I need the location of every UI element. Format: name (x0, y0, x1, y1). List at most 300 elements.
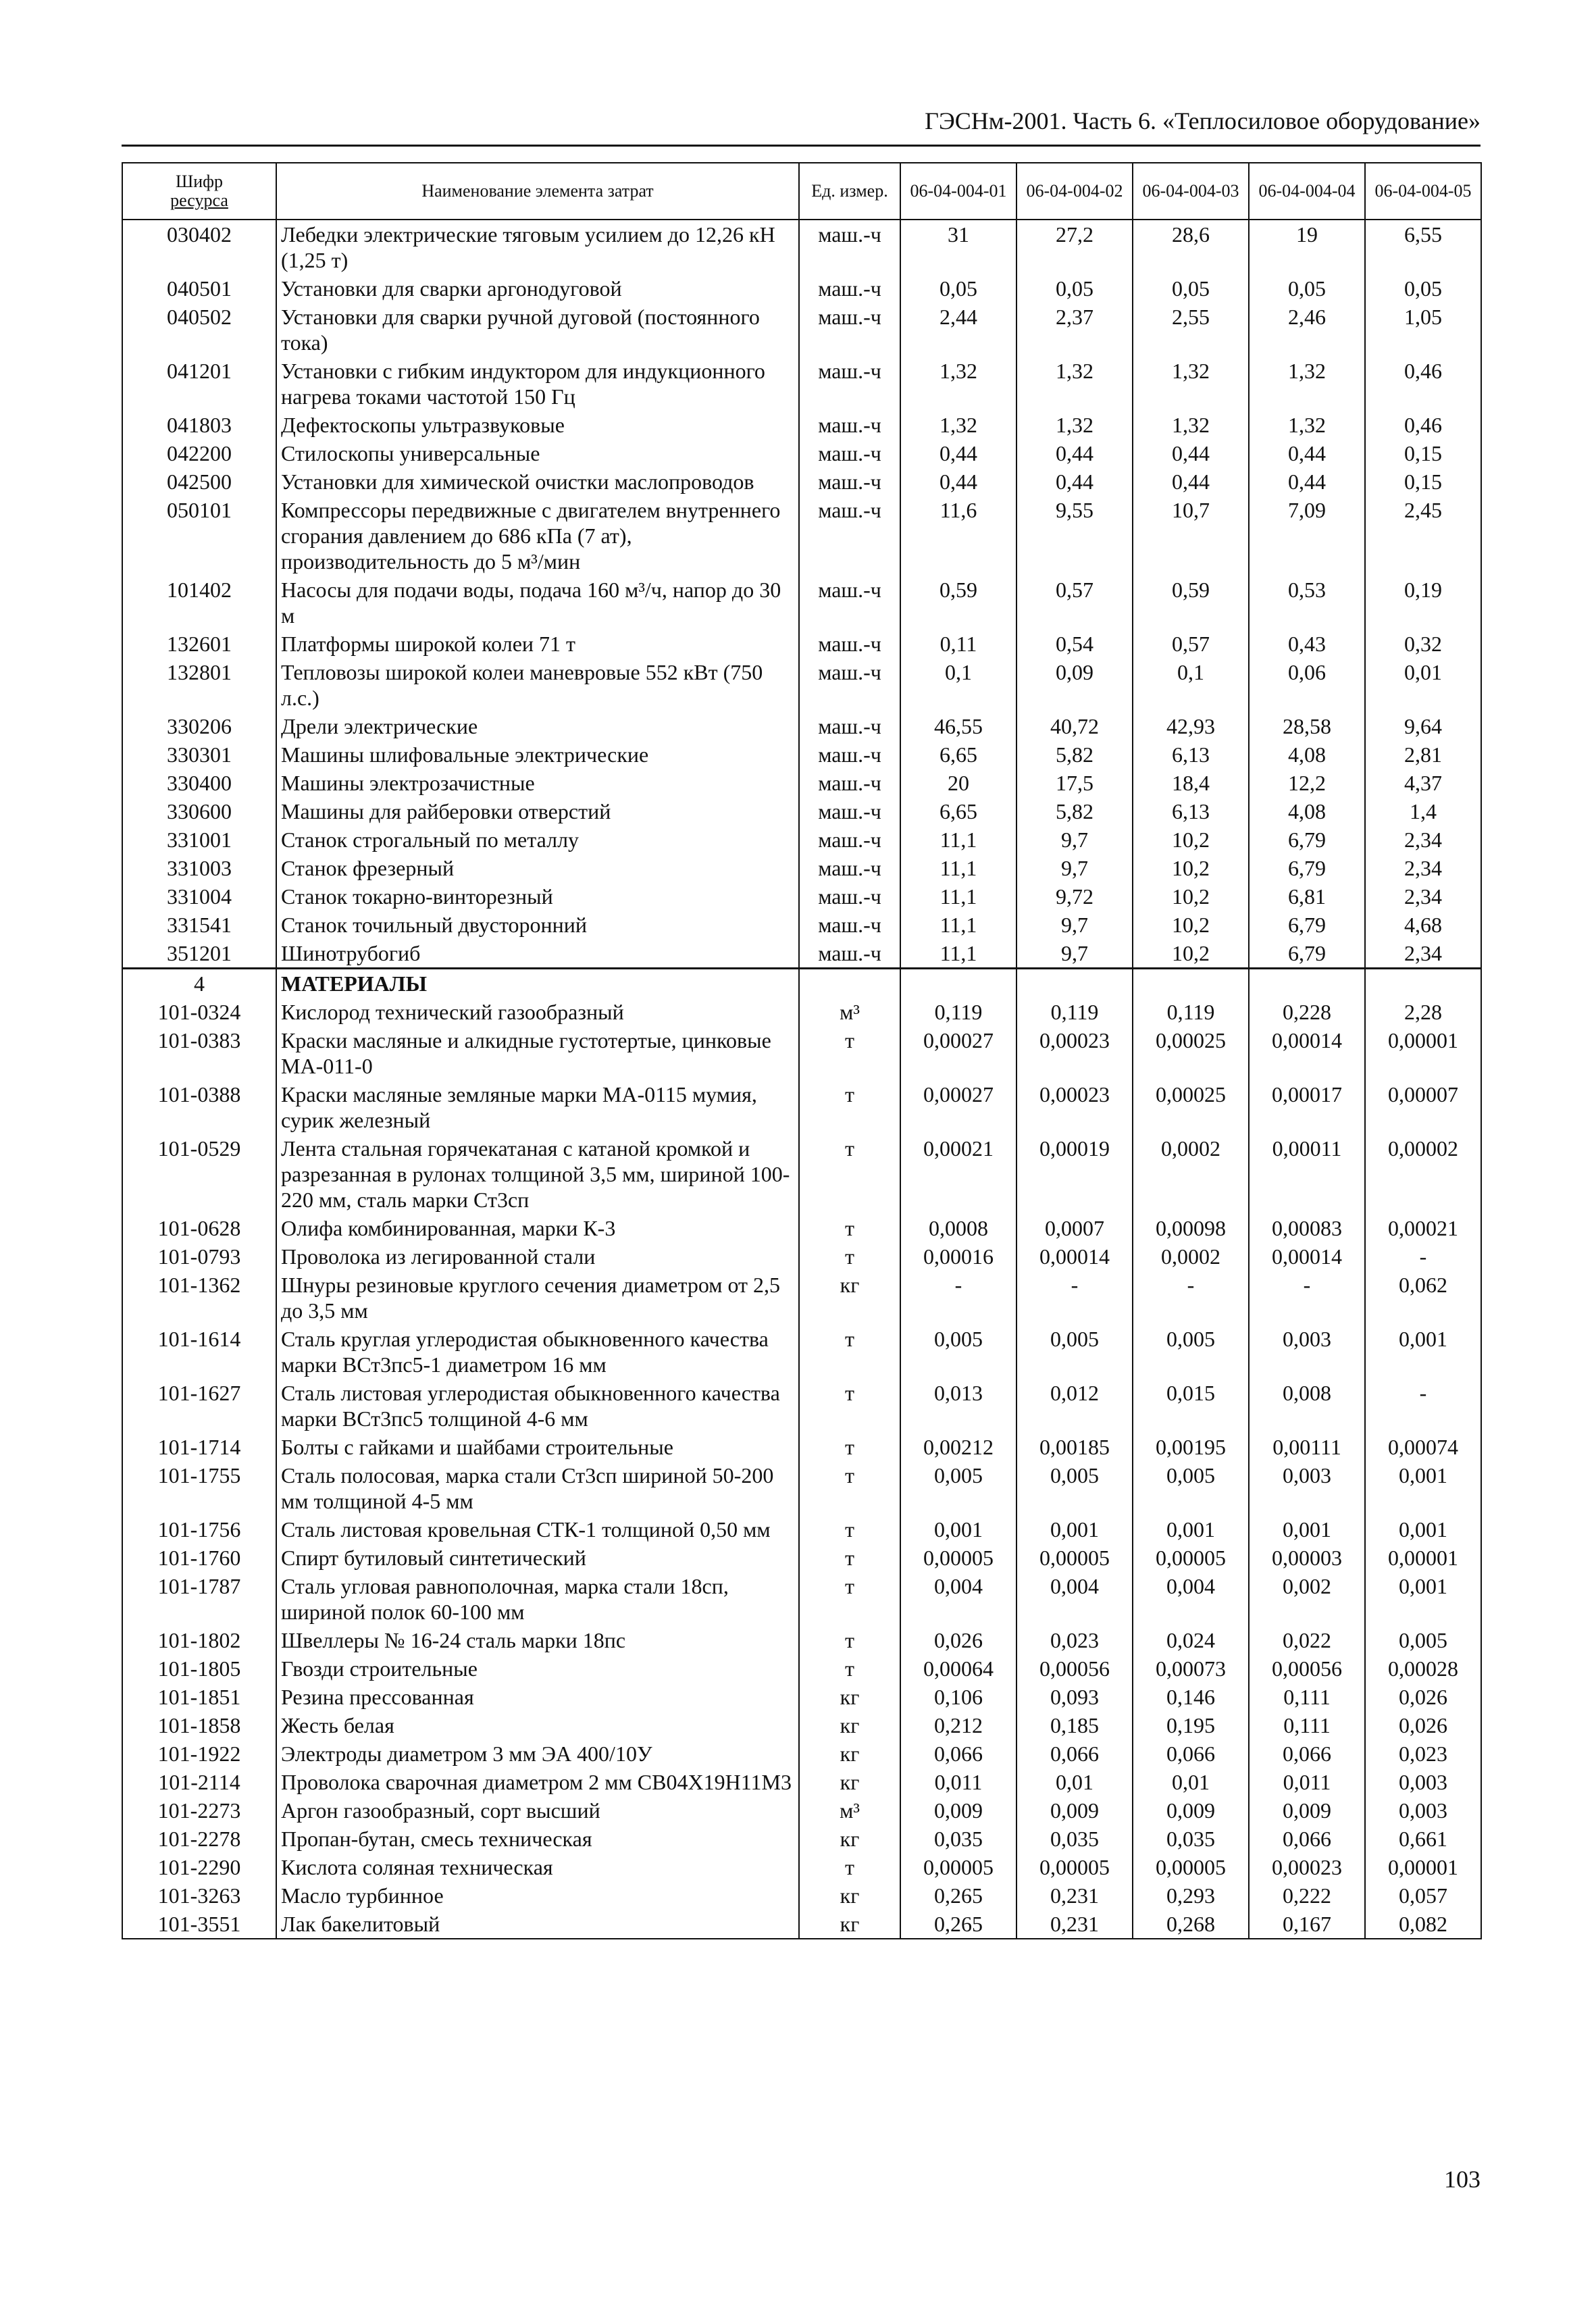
norm-value-cell: 0,44 (1133, 439, 1249, 467)
column-header-code-line2: ресурса (170, 190, 228, 210)
norm-value-cell: - (1016, 1271, 1133, 1325)
norm-value-cell: 1,32 (900, 411, 1016, 439)
norm-value-cell: 10,2 (1133, 825, 1249, 854)
resource-name-cell: Шнуры резиновые круглого сечения диаметром от 2,5 до 3,5 мм (276, 1271, 799, 1325)
norm-value-cell: 28,58 (1249, 712, 1365, 740)
resource-name-cell: Платформы широкой колеи 71 т (276, 630, 799, 658)
norm-value-cell: 0,00016 (900, 1242, 1016, 1271)
norm-value-cell: 0,00005 (1133, 1853, 1249, 1881)
unit-cell: кг (799, 1825, 900, 1853)
resource-code-cell: 101-1614 (122, 1325, 276, 1379)
norm-value-cell: 0,00005 (1016, 1544, 1133, 1572)
unit-cell: маш.-ч (799, 658, 900, 712)
norm-value-cell: 0,265 (900, 1910, 1016, 1939)
norm-value-cell: 6,79 (1249, 854, 1365, 882)
norm-value-cell: 0,212 (900, 1711, 1016, 1739)
column-header-norm-5: 06-04-004-05 (1365, 163, 1481, 220)
norm-value-cell: 0,293 (1133, 1881, 1249, 1910)
table-row (122, 411, 1481, 439)
norm-value-cell: 0,01 (1133, 1768, 1249, 1796)
resource-code-cell: 030402 (122, 220, 276, 274)
norm-value-cell: 9,7 (1016, 939, 1133, 969)
norm-value-cell: 0,05 (1133, 274, 1249, 303)
unit-cell: кг (799, 1271, 900, 1325)
norm-value-cell: 0,013 (900, 1379, 1016, 1433)
norm-value-cell: 11,1 (900, 939, 1016, 969)
norm-value-cell: 0,066 (1249, 1739, 1365, 1768)
unit-cell: маш.-ч (799, 411, 900, 439)
norm-value-cell: 0,11 (900, 630, 1016, 658)
resource-code-cell: 101-1755 (122, 1461, 276, 1515)
norm-value-cell: 0,022 (1249, 1626, 1365, 1654)
table-row (122, 1433, 1481, 1461)
norm-value-cell: 0,00014 (1016, 1242, 1133, 1271)
unit-cell: кг (799, 1910, 900, 1939)
resource-name-cell: Станок точильный двусторонний (276, 911, 799, 939)
unit-cell: маш.-ч (799, 496, 900, 576)
norm-value-cell: 40,72 (1016, 712, 1133, 740)
norm-value-cell: 0,004 (900, 1572, 1016, 1626)
norm-value-cell: 0,00021 (1365, 1214, 1481, 1242)
column-header-unit: Ед. измер. (799, 163, 900, 220)
norm-value-cell: 11,1 (900, 825, 1016, 854)
norm-value-cell: 28,6 (1133, 220, 1249, 274)
resource-name-cell: Болты с гайками и шайбами строительные (276, 1433, 799, 1461)
norm-value-cell: 11,1 (900, 882, 1016, 911)
norm-value-cell: 0,005 (1133, 1461, 1249, 1515)
resource-name-cell: МАТЕРИАЛЫ (276, 969, 799, 998)
norm-value-cell: 0,54 (1016, 630, 1133, 658)
table-row (122, 274, 1481, 303)
norm-value-cell: 0,00005 (900, 1544, 1016, 1572)
resource-code-cell: 101-0793 (122, 1242, 276, 1271)
document-title: ГЭСНм-2001. Часть 6. «Теплосиловое оборудование» (925, 107, 1481, 134)
resource-name-cell: Установки с гибким индуктором для индукционного нагрева токами частотой 150 Гц (276, 357, 799, 411)
unit-cell: маш.-ч (799, 939, 900, 969)
norm-value-cell: 0,59 (900, 576, 1016, 630)
table-row (122, 1683, 1481, 1711)
unit-cell: маш.-ч (799, 882, 900, 911)
norm-value-cell: 1,32 (1016, 411, 1133, 439)
column-header-norm-1: 06-04-004-01 (900, 163, 1016, 220)
norm-value-cell: 0,066 (1016, 1739, 1133, 1768)
norm-value-cell: 0,00021 (900, 1134, 1016, 1214)
norm-value-cell: 0,093 (1016, 1683, 1133, 1711)
resource-name-cell: Краски масляные земляные марки МА-0115 мумия, сурик железный (276, 1080, 799, 1134)
norm-value-cell: 0,185 (1016, 1711, 1133, 1739)
unit-cell: маш.-ч (799, 439, 900, 467)
table-row (122, 1325, 1481, 1379)
norm-value-cell: 0,228 (1249, 998, 1365, 1026)
norm-value-cell: 0,00014 (1249, 1242, 1365, 1271)
norm-value-cell: 0,001 (1016, 1515, 1133, 1544)
resource-code-cell: 101-3263 (122, 1881, 276, 1910)
norm-value-cell: 0,00019 (1016, 1134, 1133, 1214)
unit-cell: т (799, 1026, 900, 1080)
norm-value-cell: 0,035 (1133, 1825, 1249, 1853)
unit-cell: маш.-ч (799, 797, 900, 825)
unit-cell: маш.-ч (799, 712, 900, 740)
norm-value-cell: 0,026 (1365, 1683, 1481, 1711)
norm-value-cell: 0,005 (1133, 1325, 1249, 1379)
norm-value-cell: 0,004 (1016, 1572, 1133, 1626)
norm-value-cell: 0,195 (1133, 1711, 1249, 1739)
norm-value-cell: 10,2 (1133, 854, 1249, 882)
norm-value-cell: 0,001 (1133, 1515, 1249, 1544)
column-header-norm-4: 06-04-004-04 (1249, 163, 1365, 220)
norm-value-cell: 1,32 (1249, 411, 1365, 439)
norm-value-cell: 0,46 (1365, 411, 1481, 439)
resource-code-cell: 101-1787 (122, 1572, 276, 1626)
table-row (122, 1739, 1481, 1768)
norm-value-cell: 0,011 (1249, 1768, 1365, 1796)
resource-name-cell: Шинотрубогиб (276, 939, 799, 969)
unit-cell: маш.-ч (799, 303, 900, 357)
resource-code-cell: 4 (122, 969, 276, 998)
norm-value-cell (1365, 969, 1481, 998)
resource-code-cell: 101-1851 (122, 1683, 276, 1711)
table-row (122, 1853, 1481, 1881)
norm-value-cell: 0,009 (1249, 1796, 1365, 1825)
resource-name-cell: Тепловозы широкой колеи маневровые 552 кВт (750 л.с.) (276, 658, 799, 712)
norm-value-cell: 1,32 (900, 357, 1016, 411)
resource-name-cell: Машины электрозачистные (276, 769, 799, 797)
table-row (122, 220, 1481, 274)
unit-cell: маш.-ч (799, 769, 900, 797)
resource-code-cell: 101-1802 (122, 1626, 276, 1654)
resource-name-cell: Лента стальная горячекатаная с катаной кромкой и разрезанная в рулонах толщиной 3,5 мм, шириной 100-220 мм, сталь марки Ст3сп (276, 1134, 799, 1214)
unit-cell: т (799, 1515, 900, 1544)
norm-value-cell: 0,57 (1016, 576, 1133, 630)
norm-value-cell: 0,002 (1249, 1572, 1365, 1626)
resource-code-cell: 101-3551 (122, 1910, 276, 1939)
resource-name-cell: Проволока из легированной стали (276, 1242, 799, 1271)
norm-value-cell: 0,15 (1365, 467, 1481, 496)
resource-code-cell: 101-0628 (122, 1214, 276, 1242)
resource-name-cell: Дрели электрические (276, 712, 799, 740)
norm-value-cell: 0,44 (900, 439, 1016, 467)
resource-name-cell: Аргон газообразный, сорт высший (276, 1796, 799, 1825)
unit-cell: маш.-ч (799, 854, 900, 882)
norm-value-cell: 9,64 (1365, 712, 1481, 740)
resource-name-cell: Лебедки электрические тяговым усилием до 12,26 кН (1,25 т) (276, 220, 799, 274)
norm-value-cell: 0,43 (1249, 630, 1365, 658)
resource-name-cell: Установки для химической очистки маслопроводов (276, 467, 799, 496)
norm-value-cell: 0,00023 (1249, 1853, 1365, 1881)
resource-code-cell: 101-0324 (122, 998, 276, 1026)
norm-value-cell: 20 (900, 769, 1016, 797)
norm-value-cell: 2,46 (1249, 303, 1365, 357)
table-row (122, 357, 1481, 411)
unit-cell: маш.-ч (799, 220, 900, 274)
norm-value-cell: - (1133, 1271, 1249, 1325)
table-row (122, 467, 1481, 496)
norm-value-cell: 6,65 (900, 740, 1016, 769)
norm-value-cell: 0,00005 (1133, 1544, 1249, 1572)
resource-code-cell: 042500 (122, 467, 276, 496)
norm-value-cell: 0,00005 (1016, 1853, 1133, 1881)
norm-value-cell: 2,34 (1365, 882, 1481, 911)
norm-value-cell (1249, 969, 1365, 998)
norm-value-cell: 12,2 (1249, 769, 1365, 797)
norm-value-cell: 0,003 (1365, 1768, 1481, 1796)
norm-value-cell: 9,7 (1016, 911, 1133, 939)
norm-value-cell: 0,05 (900, 274, 1016, 303)
table-row (122, 303, 1481, 357)
resource-name-cell: Резина прессованная (276, 1683, 799, 1711)
unit-cell: маш.-ч (799, 357, 900, 411)
table-row (122, 769, 1481, 797)
resource-code-cell: 101-1922 (122, 1739, 276, 1768)
norm-value-cell: 0,003 (1249, 1461, 1365, 1515)
unit-cell: т (799, 1626, 900, 1654)
resource-code-cell: 331004 (122, 882, 276, 911)
unit-cell: кг (799, 1881, 900, 1910)
norm-value-cell: - (1365, 1242, 1481, 1271)
norm-value-cell: 0,44 (900, 467, 1016, 496)
unit-cell: т (799, 1325, 900, 1379)
norm-value-cell: 0,008 (1249, 1379, 1365, 1433)
resource-code-cell: 040501 (122, 274, 276, 303)
table-row (122, 439, 1481, 467)
resource-name-cell: Сталь листовая углеродистая обыкновенного качества марки ВСт3пс5 толщиной 4-6 мм (276, 1379, 799, 1433)
norm-value-cell: 0,0002 (1133, 1242, 1249, 1271)
resource-name-cell: Краски масляные и алкидные густотертые, цинковые МА-011-0 (276, 1026, 799, 1080)
norm-value-cell: 2,34 (1365, 939, 1481, 969)
table-row (122, 1080, 1481, 1134)
table-row (122, 825, 1481, 854)
unit-cell: кг (799, 1739, 900, 1768)
norm-value-cell: 9,55 (1016, 496, 1133, 576)
norm-value-cell: 0,066 (1133, 1739, 1249, 1768)
norm-value-cell: 0,106 (900, 1683, 1016, 1711)
resource-code-cell: 101-1858 (122, 1711, 276, 1739)
norm-value-cell: 18,4 (1133, 769, 1249, 797)
norm-value-cell: 4,08 (1249, 740, 1365, 769)
norm-value-cell: 0,231 (1016, 1881, 1133, 1910)
table-row (122, 1626, 1481, 1654)
table-row (122, 1515, 1481, 1544)
resource-code-cell: 101-2290 (122, 1853, 276, 1881)
unit-cell: маш.-ч (799, 911, 900, 939)
table-row (122, 911, 1481, 939)
resource-name-cell: Машины шлифовальные электрические (276, 740, 799, 769)
norm-value-cell: 0,146 (1133, 1683, 1249, 1711)
norm-value-cell: 0,00005 (900, 1853, 1016, 1881)
resource-name-cell: Сталь полосовая, марка стали Ст3сп шириной 50-200 мм толщиной 4-5 мм (276, 1461, 799, 1515)
table-row (122, 1134, 1481, 1214)
unit-cell: т (799, 1134, 900, 1214)
norm-value-cell: 27,2 (1016, 220, 1133, 274)
norm-value-cell: 0,005 (900, 1461, 1016, 1515)
norm-value-cell: 0,035 (900, 1825, 1016, 1853)
norm-value-cell: 0,066 (900, 1739, 1016, 1768)
norm-value-cell: 0,119 (900, 998, 1016, 1026)
resource-code-cell: 331001 (122, 825, 276, 854)
norm-value-cell: 0,062 (1365, 1271, 1481, 1325)
norm-value-cell: 0,46 (1365, 357, 1481, 411)
norm-value-cell: 0,057 (1365, 1881, 1481, 1910)
norm-value-cell: 0,44 (1133, 467, 1249, 496)
norm-value-cell: 1,4 (1365, 797, 1481, 825)
resource-name-cell: Стилоскопы универсальные (276, 439, 799, 467)
norm-value-cell: 6,81 (1249, 882, 1365, 911)
norm-value-cell: 1,32 (1133, 357, 1249, 411)
norm-value-cell: 11,1 (900, 911, 1016, 939)
resource-name-cell: Сталь листовая кровельная СТК-1 толщиной 0,50 мм (276, 1515, 799, 1544)
norm-value-cell: 6,79 (1249, 939, 1365, 969)
norm-value-cell: 0,00001 (1365, 1853, 1481, 1881)
unit-cell: т (799, 1214, 900, 1242)
norm-value-cell: 0,01 (1365, 658, 1481, 712)
table-row (122, 1214, 1481, 1242)
norm-value-cell: 0,00195 (1133, 1433, 1249, 1461)
norm-value-cell: 9,72 (1016, 882, 1133, 911)
norm-value-cell: 0,00185 (1016, 1433, 1133, 1461)
resource-code-cell: 101-2114 (122, 1768, 276, 1796)
norm-value-cell: 0,44 (1016, 439, 1133, 467)
unit-cell: т (799, 1433, 900, 1461)
norm-value-cell: 4,37 (1365, 769, 1481, 797)
column-header-code-line1: Шифр (176, 172, 223, 191)
norm-value-cell: 0,001 (1249, 1515, 1365, 1544)
norm-value-cell: 0,05 (1365, 274, 1481, 303)
table-row (122, 854, 1481, 882)
norm-value-cell: 7,09 (1249, 496, 1365, 576)
norm-value-cell: 0,00056 (1249, 1654, 1365, 1683)
norm-value-cell: 0,06 (1249, 658, 1365, 712)
norm-value-cell: 0,01 (1016, 1768, 1133, 1796)
resource-code-cell: 330600 (122, 797, 276, 825)
norm-value-cell: 6,79 (1249, 911, 1365, 939)
unit-cell: т (799, 1379, 900, 1433)
norm-value-cell: 0,00023 (1016, 1080, 1133, 1134)
norm-value-cell: 1,05 (1365, 303, 1481, 357)
resource-code-cell: 101-0529 (122, 1134, 276, 1214)
norm-value-cell: 0,265 (900, 1881, 1016, 1910)
resource-code-cell: 132801 (122, 658, 276, 712)
resource-code-cell: 101-1756 (122, 1515, 276, 1544)
table-row (122, 496, 1481, 576)
unit-cell: маш.-ч (799, 576, 900, 630)
norm-value-cell: 0,005 (1365, 1626, 1481, 1654)
norm-value-cell: 0,661 (1365, 1825, 1481, 1853)
norm-value-cell: 0,066 (1249, 1825, 1365, 1853)
norm-value-cell: 0,009 (1133, 1796, 1249, 1825)
table-row (122, 1026, 1481, 1080)
resource-code-cell: 101-1627 (122, 1379, 276, 1433)
norm-value-cell: 0,00212 (900, 1433, 1016, 1461)
norm-value-cell: 0,001 (1365, 1572, 1481, 1626)
norm-value-cell: 0,1 (900, 658, 1016, 712)
norm-value-cell: 0,00073 (1133, 1654, 1249, 1683)
norm-value-cell: 0,57 (1133, 630, 1249, 658)
norm-value-cell: 0,001 (900, 1515, 1016, 1544)
norm-value-cell: 2,34 (1365, 825, 1481, 854)
norm-value-cell: 0,012 (1016, 1379, 1133, 1433)
resource-name-cell: Машины для райберовки отверстий (276, 797, 799, 825)
resource-norms-table (122, 162, 1482, 1939)
norm-value-cell: 0,00056 (1016, 1654, 1133, 1683)
resource-name-cell: Спирт бутиловый синтетический (276, 1544, 799, 1572)
norm-value-cell: 0,005 (1016, 1461, 1133, 1515)
norm-value-cell: 6,79 (1249, 825, 1365, 854)
norm-value-cell: 2,81 (1365, 740, 1481, 769)
norm-value-cell: 0,44 (1249, 467, 1365, 496)
norm-value-cell: 2,34 (1365, 854, 1481, 882)
norm-value-cell: 6,13 (1133, 797, 1249, 825)
norm-value-cell: 0,001 (1365, 1515, 1481, 1544)
norm-value-cell: 1,32 (1133, 411, 1249, 439)
table-row (122, 1711, 1481, 1739)
norm-value-cell: 0,222 (1249, 1881, 1365, 1910)
norm-value-cell: 0,0007 (1016, 1214, 1133, 1242)
unit-cell: кг (799, 1768, 900, 1796)
table-row (122, 576, 1481, 630)
table-row (122, 882, 1481, 911)
norm-value-cell: 0,009 (1016, 1796, 1133, 1825)
resource-code-cell: 101-1805 (122, 1654, 276, 1683)
resource-code-cell: 330400 (122, 769, 276, 797)
norm-value-cell: 0,167 (1249, 1910, 1365, 1939)
resource-name-cell: Лак бакелитовый (276, 1910, 799, 1939)
norm-value-cell: 46,55 (900, 712, 1016, 740)
unit-cell: кг (799, 1711, 900, 1739)
table-row (122, 1242, 1481, 1271)
resource-code-cell: 101-0383 (122, 1026, 276, 1080)
norm-value-cell: 0,15 (1365, 439, 1481, 467)
table-row (122, 797, 1481, 825)
norm-value-cell (1016, 969, 1133, 998)
table-row (122, 1881, 1481, 1910)
norm-value-cell: 31 (900, 220, 1016, 274)
norm-value-cell: 0,005 (900, 1325, 1016, 1379)
table-row (122, 1379, 1481, 1433)
norm-value-cell: 0,00111 (1249, 1433, 1365, 1461)
norm-value-cell: 6,65 (900, 797, 1016, 825)
norm-value-cell: 1,32 (1249, 357, 1365, 411)
norm-value-cell: 0,00025 (1133, 1026, 1249, 1080)
norm-value-cell: 0,00001 (1365, 1544, 1481, 1572)
norm-value-cell: 0,00064 (900, 1654, 1016, 1683)
resource-name-cell: Станок строгальный по металлу (276, 825, 799, 854)
norm-value-cell: 0,111 (1249, 1711, 1365, 1739)
table-row (122, 658, 1481, 712)
norm-value-cell: 17,5 (1016, 769, 1133, 797)
norm-value-cell: 0,026 (1365, 1711, 1481, 1739)
norm-value-cell: 0,00027 (900, 1026, 1016, 1080)
resource-code-cell: 040502 (122, 303, 276, 357)
table-row (122, 1572, 1481, 1626)
resource-code-cell: 101402 (122, 576, 276, 630)
resource-code-cell: 101-1714 (122, 1433, 276, 1461)
norm-value-cell: 0,004 (1133, 1572, 1249, 1626)
table-body (122, 220, 1481, 1939)
norm-value-cell: 0,00025 (1133, 1080, 1249, 1134)
resource-code-cell: 041803 (122, 411, 276, 439)
table-row (122, 998, 1481, 1026)
norm-value-cell: 0,003 (1365, 1796, 1481, 1825)
norm-value-cell: 10,2 (1133, 911, 1249, 939)
norm-value-cell: 0,015 (1133, 1379, 1249, 1433)
unit-cell: м³ (799, 998, 900, 1026)
norm-value-cell: 42,93 (1133, 712, 1249, 740)
resource-name-cell: Гвозди строительные (276, 1654, 799, 1683)
norm-value-cell: 6,13 (1133, 740, 1249, 769)
table-row (122, 1768, 1481, 1796)
norm-value-cell: 0,44 (1016, 467, 1133, 496)
unit-cell: кг (799, 1683, 900, 1711)
